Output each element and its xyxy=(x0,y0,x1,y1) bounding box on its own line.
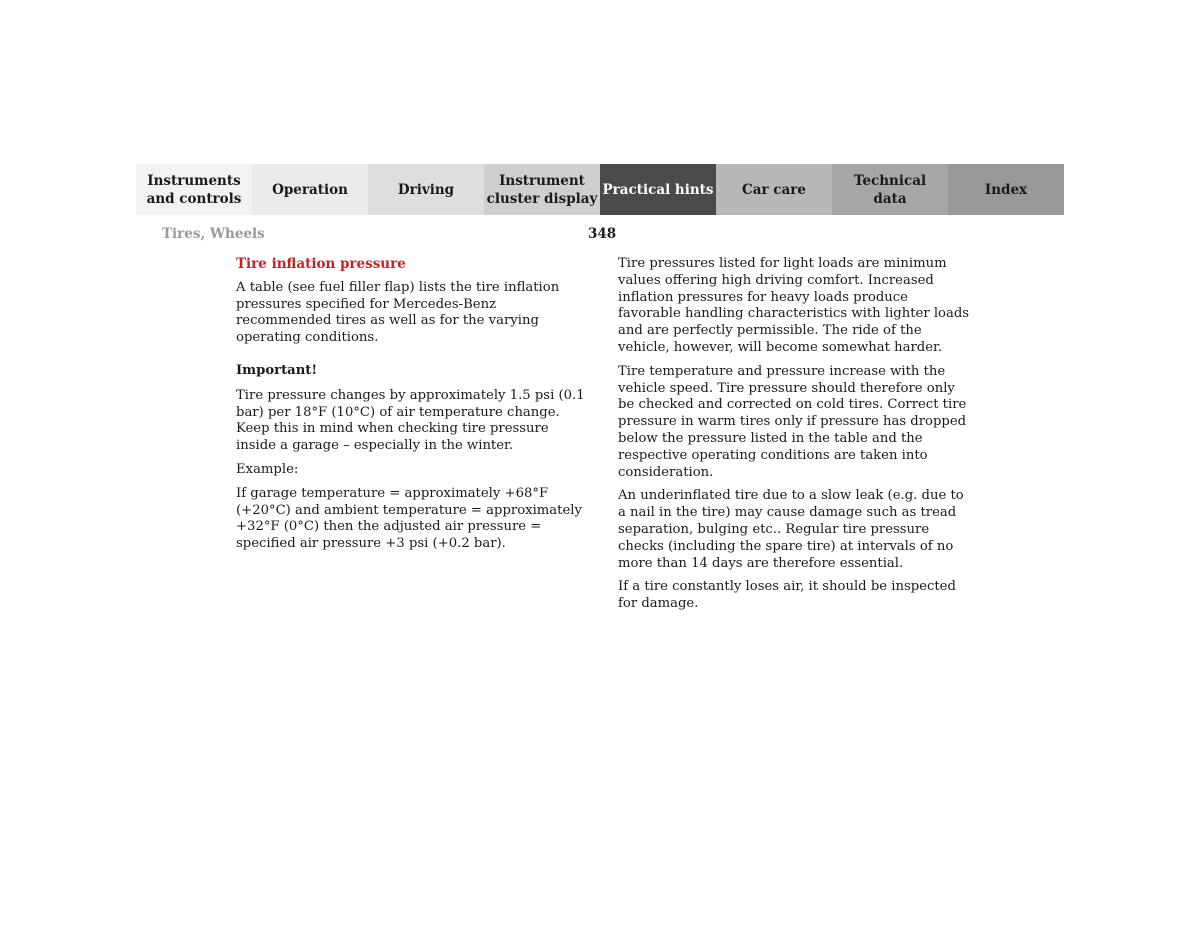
tab-label-line1: Technical xyxy=(853,172,927,189)
paragraph: An underinflated tire due to a slow leak (e.g. due to a nail in the tire) may cause damage such as tread separation, bulging etc.. Regular tire pressure checks (including the spare tire) at intervals of no more than 14 days are therefore essential. xyxy=(618,488,964,571)
tab-instrument-cluster-display[interactable] xyxy=(484,164,600,215)
tab-practical-hints[interactable] xyxy=(600,164,716,215)
tab-label-line1: Instrument xyxy=(499,172,585,189)
tab-operation[interactable] xyxy=(252,164,368,215)
tab-label-line1: Operation xyxy=(272,181,348,198)
tab-label-line2: cluster display xyxy=(486,190,598,207)
section-heading: Tire inflation pressure xyxy=(236,256,406,272)
paragraph: Example: xyxy=(236,461,299,477)
tab-car-care[interactable] xyxy=(716,164,832,215)
section-label: Tires, Wheels xyxy=(162,226,265,242)
tab-label-line1: Index xyxy=(984,181,1028,198)
tab-label-line2: data xyxy=(873,190,907,207)
tab-label-line1: Practical hints xyxy=(602,181,714,198)
tab-technical-data[interactable] xyxy=(832,164,948,215)
left-column xyxy=(236,256,588,560)
tab-label-line1: Instruments xyxy=(147,172,241,189)
paragraph: If garage temperature = approximately +68°F (+20°C) and ambient temperature = approximately +32°F (0°C) then the adjusted air pressure = specified air pressure +3 psi (+0.2 bar). xyxy=(236,485,582,552)
right-column xyxy=(618,256,970,620)
important-label: Important! xyxy=(236,362,318,378)
paragraph: Tire pressure changes by approximately 1.5 psi (0.1 bar) per 18°F (10°C) of air temperature change. Keep this in mind when checking tire pressure inside a garage – especially in the winter. xyxy=(236,387,585,454)
paragraph: Tire temperature and pressure increase with the vehicle speed. Tire pressure should therefore only be checked and corrected on cold tires. Correct tire pressure in warm tires only if pressure has dropped below the pressure listed in the table and the respective operating conditions are taken into consideration. xyxy=(618,363,967,480)
tab-instruments-and-controls[interactable] xyxy=(136,164,252,215)
tab-label-line1: Car care xyxy=(742,181,806,198)
paragraph: If a tire constantly loses air, it should be inspected for damage. xyxy=(618,579,956,612)
tab-label-line2: and controls xyxy=(146,190,242,207)
tab-driving[interactable] xyxy=(368,164,484,215)
chapter-nav xyxy=(136,164,1064,215)
tab-index[interactable] xyxy=(948,164,1064,215)
paragraph: Tire pressures listed for light loads are minimum values offering high driving comfort. Increased inflation pressures for heavy loads produce favorable handling characteristics with lighter loads and are perfectly permissible. The ride of the vehicle, however, will become somewhat harder. xyxy=(618,256,970,355)
paragraph: A table (see fuel filler flap) lists the tire inflation pressures specified for Mercedes-Benz recommended tires as well as for the varying operating conditions. xyxy=(236,279,560,346)
page-number: 348 xyxy=(588,226,617,242)
tab-label-line1: Driving xyxy=(397,181,455,198)
